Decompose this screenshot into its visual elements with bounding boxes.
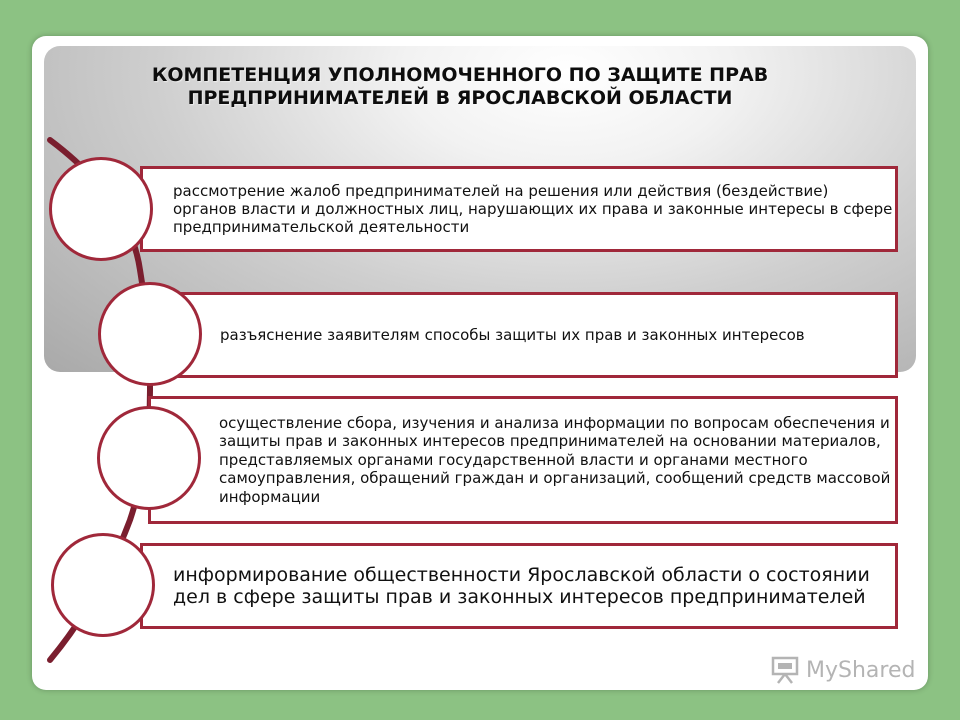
competence-item-1 — [140, 166, 898, 252]
title-line-1: КОМПЕТЕНЦИЯ УПОЛНОМОЧЕННОГО ПО ЗАЩИТЕ ПРАВ — [151, 64, 769, 86]
slide-title — [60, 64, 860, 110]
bullet-circle-2 — [98, 282, 202, 386]
presentation-board-icon — [770, 656, 800, 684]
competence-item-3-text: осуществление сбора, изучения и анализа информации по вопросам обеспечения и защиты прав и законных интересов предпринимателей на основании материалов, представляемых органами государственной власти и органами местного самоуправления, обращений граждан и организаций, сообщений средств массовой информации — [219, 413, 891, 506]
watermark — [770, 656, 915, 684]
competence-item-1-text: рассмотрение жалоб предпринимателей на решения или действия (бездействие) органов власти и должностных лиц, нарушающих их права и законные интересы в сфере предпринимательской деятельности — [173, 182, 893, 236]
competence-item-2-text: разъяснение заявителям способы защиты их прав и законных интересов — [220, 326, 805, 344]
competence-item-4-text: информирование общественности Ярославской области о состоянии дел в сфере защиты прав и законных интересов предпринимателей — [173, 564, 870, 608]
competence-item-4 — [140, 543, 898, 629]
bullet-circle-4 — [51, 533, 155, 637]
competence-item-3 — [148, 396, 898, 524]
bullet-circle-1 — [49, 157, 153, 261]
competence-item-2 — [155, 292, 898, 378]
bullet-circle-3 — [97, 406, 201, 510]
title-line-2: ПРЕДПРИНИМАТЕЛЕЙ В ЯРОСЛАВСКОЙ ОБЛАСТИ — [187, 87, 733, 109]
watermark-text: MyShared — [806, 657, 916, 683]
